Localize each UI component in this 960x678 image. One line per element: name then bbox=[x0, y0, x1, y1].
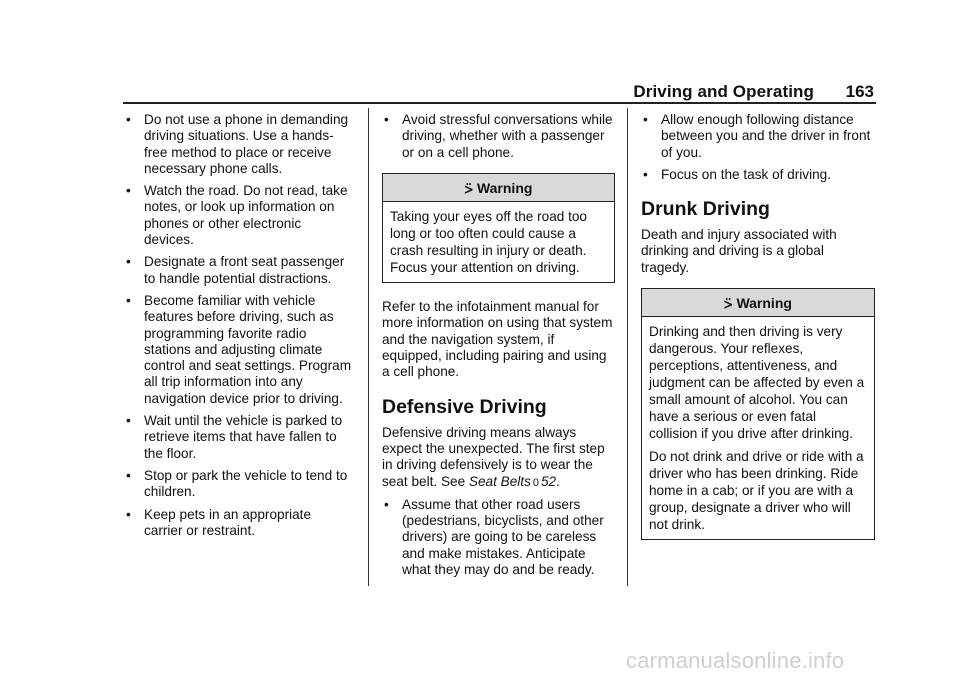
page-number: 163 bbox=[845, 82, 874, 101]
header-rule bbox=[123, 102, 876, 104]
page-ref-arrow-icon: 0 bbox=[532, 476, 539, 489]
warning-body bbox=[383, 202, 614, 282]
warning-label: Warning bbox=[476, 179, 533, 196]
list-item: • Become familiar with vehicle features before driving, such as programming favorite radio stations and adjusting climate control and seat settings. Program all trip information into any navigation device prior to driving. bbox=[124, 293, 352, 407]
warning-body bbox=[642, 317, 874, 539]
sentence-end: . bbox=[556, 473, 560, 489]
warning-text: Taking your eyes off the road too long or too often could cause a crash resulting in injury or death. Focus your attention on driving. bbox=[390, 209, 587, 276]
defensive-driving-text: Defensive driving means always expect the unexpected. The first step in driving defensively is to wear the seat belt. See bbox=[382, 424, 605, 489]
warning-bubble-icon: ⍩ bbox=[464, 179, 473, 196]
list-item: • Watch the road. Do not read, take notes, or look up information on phones or other electronic devices. bbox=[124, 183, 352, 248]
warning-box bbox=[641, 288, 875, 540]
seat-belts-page-ref[interactable]: 52 bbox=[541, 473, 557, 489]
section-title: Driving and Operating bbox=[633, 82, 814, 101]
list-item: • Keep pets in an appropriate carrier or restraint. bbox=[124, 507, 352, 540]
defensive-driving-heading: Defensive Driving bbox=[382, 395, 547, 418]
seat-belts-link[interactable]: Seat Belts bbox=[468, 473, 531, 489]
list-item: • Avoid stressful conversations while driving, whether with a passenger or on a cell phone. bbox=[382, 112, 615, 161]
list-item: • Focus on the task of driving. bbox=[641, 167, 875, 183]
warning-label: Warning bbox=[736, 295, 792, 312]
column-1 bbox=[124, 112, 352, 545]
warning-header bbox=[642, 289, 874, 317]
warning-box bbox=[382, 173, 615, 283]
drunk-driving-heading: Drunk Driving bbox=[641, 198, 770, 221]
list-item: • Allow enough following distance between you and the driver in front of you. bbox=[641, 112, 875, 161]
defensive-driving-paragraph bbox=[382, 425, 615, 491]
warning-text: Do not drink and drive or ride with a driver who has been drinking. Ride home in a cab; or if you are with a group, designate a driver who will not drink. bbox=[649, 449, 864, 533]
list-item: • Designate a front seat passenger to handle potential distractions. bbox=[124, 254, 352, 287]
watermark: carmanualsonline.info bbox=[626, 648, 845, 673]
warning-text: Drinking and then driving is very dangerous. Your reflexes, perceptions, attentiveness, and judgment can be affected by even a small amount of alcohol. You can have a serious or even fatal collision if you drive after drinking. bbox=[649, 324, 865, 442]
column-divider bbox=[368, 108, 369, 586]
warning-bubble-icon: ⍩ bbox=[724, 295, 733, 312]
column-3 bbox=[641, 112, 875, 556]
list-item: • Do not use a phone in demanding driving situations. Use a hands-free method to place or receive necessary phone calls. bbox=[124, 112, 352, 177]
list-item: • Assume that other road users (pedestrians, bicyclists, and other drivers) are going to be careless and make mistakes. Anticipate what they may do and be ready. bbox=[382, 497, 615, 578]
column-2 bbox=[382, 112, 615, 584]
page-header bbox=[630, 82, 876, 104]
column-divider bbox=[627, 108, 628, 586]
warning-header bbox=[383, 174, 614, 202]
list-item: • Wait until the vehicle is parked to retrieve items that have fallen to the floor. bbox=[124, 413, 352, 462]
drunk-driving-paragraph: Death and injury associated with drinking and driving is a global tragedy. bbox=[641, 227, 837, 275]
infotainment-paragraph: Refer to the infotainment manual for more information on using that system and the navigation system, if equipped, including pairing and using a cell phone. bbox=[382, 299, 613, 380]
list-item: • Stop or park the vehicle to tend to children. bbox=[124, 468, 352, 501]
